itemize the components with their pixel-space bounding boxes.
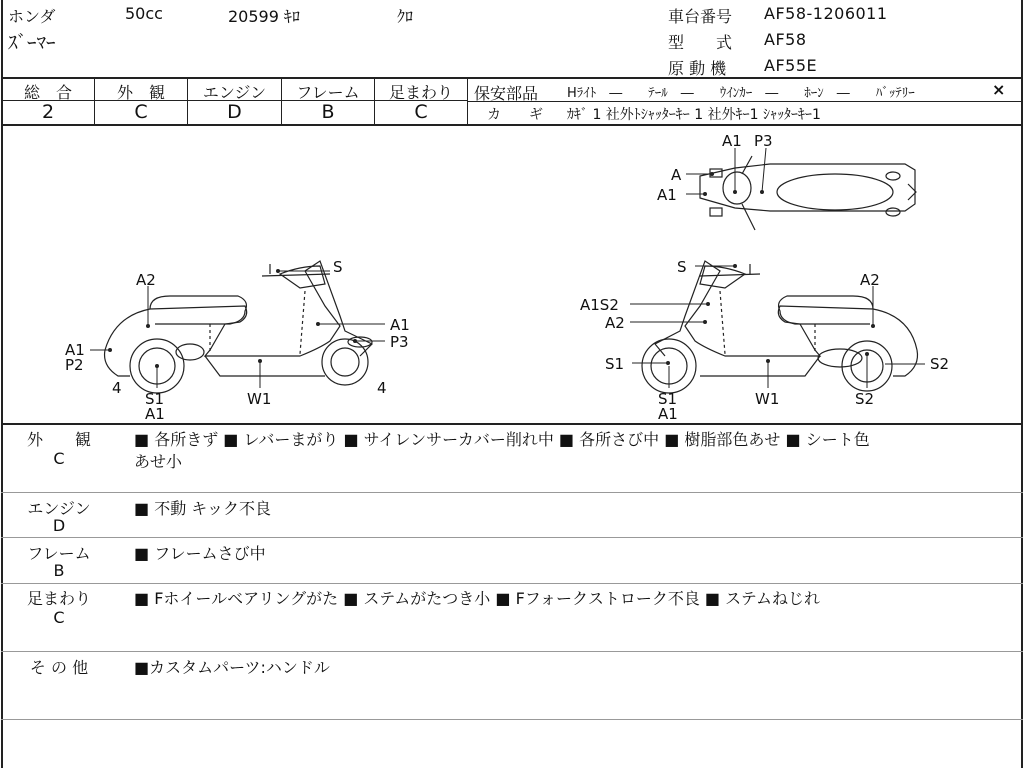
key-text: ｶｷﾞ 1 社外ﾄｼｬｯﾀｰｷｰ 1 社外ｷｰ1 ｼｬｯﾀｰｷｰ1 [567,107,821,123]
frame-no-label: 車台番号 [668,7,733,26]
section-exterior-label: 外 観 [26,430,91,449]
frame-label: フレーム [296,83,360,102]
mileage: 20599 ｷﾛ [228,7,300,26]
safety-label: 保安部品 [474,84,539,103]
section-frame-text: ■ フレームさび中 [134,544,266,563]
right-A1-bottom: A1 [658,405,678,423]
scooter-diagram [0,126,1024,424]
displacement: 50cc [125,4,163,23]
section-suspension-label: 足まわり [26,589,91,608]
engine-label: エンジン [202,83,267,102]
exterior-grade: C [134,101,148,123]
right-W1: W1 [755,390,780,408]
type-label: 型 式 [668,33,733,52]
section-suspension-text: ■ Fホイールベアリングがた ■ ステムがたつき小 ■ Fフォークストローク不良 ■ ステムねじれ [134,589,820,608]
section-suspension-grade: C [53,608,65,627]
type-value: AF58 [764,30,807,49]
left-tire-4: 4 [112,379,122,397]
left-S: S [333,258,343,276]
rule-safety-mid [468,101,1023,102]
engine-model-label: 原 動 機 [668,59,727,78]
battery-mark: × [992,80,1006,99]
section-engine-label: エンジン [27,499,91,518]
frame-grade: B [321,101,335,123]
right-S: S [677,258,687,276]
callout-dots [108,172,875,368]
top-A: A [671,166,682,184]
rule-sec2 [1,537,1023,538]
section-exterior-grade: C [53,449,65,468]
section-other-text: ■カスタムパーツ:ハンドル [134,658,330,677]
rule-sec3 [1,583,1023,584]
scooter-top-view [700,156,916,230]
key-label: カ ギ [487,107,543,123]
right-S1: S1 [605,355,625,373]
right-S1-bottom: S1 [658,390,678,408]
right-A1S2: A1S2 [580,296,619,314]
callout-leaders [90,148,925,388]
section-frame-grade: B [53,561,65,580]
right-S2: S2 [930,355,950,373]
rule-header-bottom [1,77,1023,79]
rule-sec5 [1,719,1023,720]
section-exterior-text: ■ 各所きず ■ レバーまがり ■ サイレンサーカバー削れ中 ■ 各所さび中 ■ 樹脂部色あせ ■ シート色 [134,430,870,449]
overall-grade: 2 [41,101,55,123]
maker: ホンダ [8,7,56,26]
section-engine-text: ■ 不動 キック不良 [134,499,271,518]
overall-label: 総 合 [23,83,72,102]
left-W1: W1 [247,390,272,408]
section-engine-grade: D [52,516,66,535]
col-sep-5 [467,78,468,125]
color: ｸﾛ [397,7,414,26]
right-A2: A2 [860,271,880,289]
left-rear-4: 4 [377,379,387,397]
frame-no: AF58-1206011 [764,4,888,23]
left-A1-right: A1 [390,316,410,334]
section-frame-label: フレーム [27,544,91,563]
rule-sec1 [1,492,1023,493]
right-S2-bottom: S2 [855,390,875,408]
top-A1-left: A1 [657,186,677,204]
exterior-label: 外 観 [116,83,165,102]
engine-model: AF55E [764,56,818,75]
left-A1: A1 [65,341,85,359]
right-A2-left: A2 [605,314,625,332]
top-A1: A1 [722,132,742,150]
suspension-label: 足まわり [388,83,453,102]
left-A1-bottom: A1 [145,405,165,423]
model-name: ｽﾞｰﾏｰ [8,32,56,54]
safety-items: Hﾗｲﾄ ― ﾃｰﾙ ― ｳｲﾝｶｰ ― ﾎｰﾝ ― ﾊﾞｯﾃﾘｰ [567,86,915,101]
section-other-label: そ の 他 [29,658,89,677]
left-A2: A2 [136,271,156,289]
left-P3: P3 [390,333,409,351]
engine-grade: D [227,101,242,123]
rule-sec4 [1,651,1023,652]
left-S1: S1 [145,390,165,408]
section-exterior-text-2: あせ小 [134,452,183,471]
left-P2: P2 [65,356,84,374]
top-P3: P3 [754,132,773,150]
suspension-grade: C [414,101,428,123]
